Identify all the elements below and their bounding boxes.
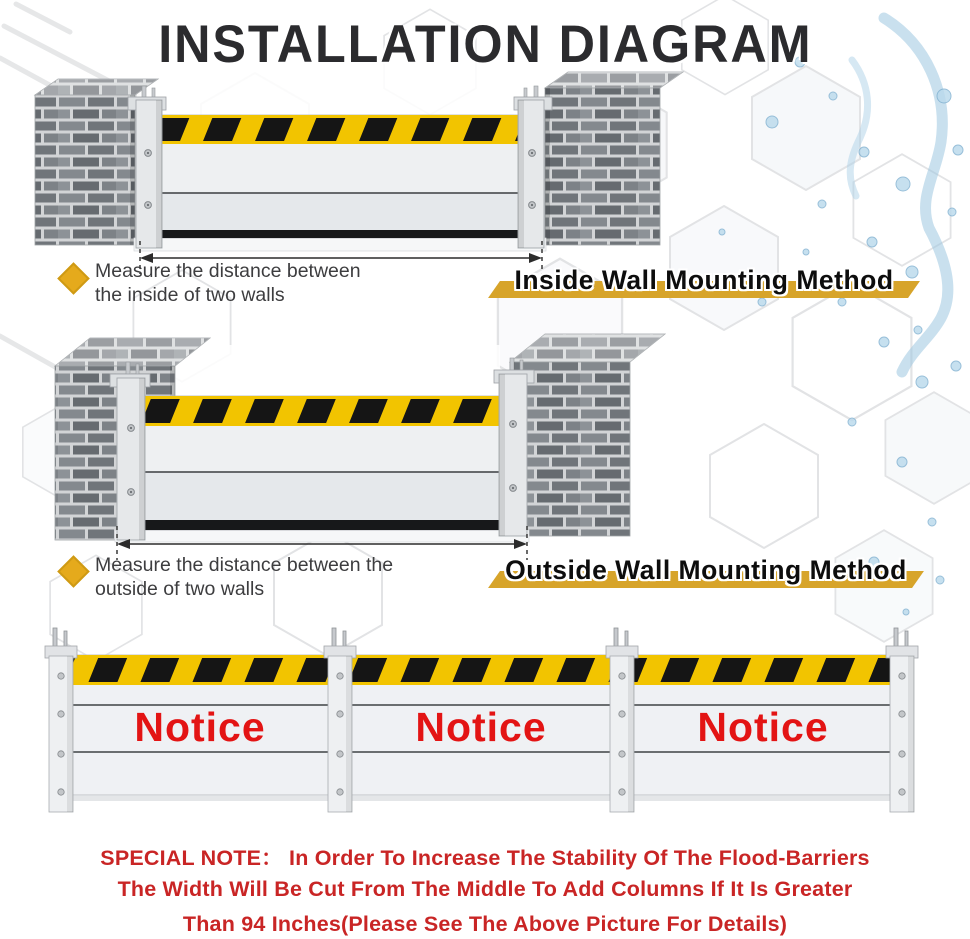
threshold-sill — [134, 238, 546, 251]
notice-label-1: Notice — [134, 704, 266, 750]
outside-mount-diagram — [55, 334, 665, 560]
inside-caption — [95, 259, 361, 307]
barrier-post — [45, 628, 77, 812]
flood-barrier-panel — [162, 115, 518, 238]
inside-caption-line1: Measure the distance between — [95, 260, 361, 282]
special-note-line1: SPECIAL NOTE： In Order To Increase The Stability Of The Flood-Barriers — [100, 846, 870, 870]
special-note-line2: The Width Will Be Cut From The Middle To Add Columns If It Is Greater — [117, 877, 853, 901]
brick-pillar-right — [510, 334, 665, 536]
outside-caption — [95, 553, 393, 601]
inside-method-banner-label: Inside Wall Mounting Method — [514, 265, 894, 295]
outside-caption-line2: outside of two walls — [95, 578, 265, 601]
brick-pillar-right — [545, 72, 683, 245]
special-note-line3: Than 94 Inches(Please See The Above Picture For Details) — [182, 912, 788, 936]
notice-label-3: Notice — [697, 704, 829, 750]
inside-caption-line2: the inside of two walls — [95, 284, 285, 307]
flood-barrier-panel — [145, 396, 499, 530]
outside-caption-line1: Measure the distance between the — [95, 554, 394, 576]
outside-method-banner — [486, 551, 926, 591]
page-title-text: INSTALLATION DIAGRAM — [157, 15, 813, 74]
page-title — [0, 14, 970, 75]
notice-label-2: Notice — [415, 704, 547, 750]
barrier-post — [886, 628, 918, 812]
outside-method-banner-label: Outside Wall Mounting Method — [505, 555, 907, 585]
inside-mount-diagram — [35, 62, 683, 274]
barrier-post — [606, 628, 638, 812]
inside-method-banner — [486, 261, 922, 301]
threshold-sill — [115, 530, 529, 542]
barrier-post — [324, 628, 356, 812]
